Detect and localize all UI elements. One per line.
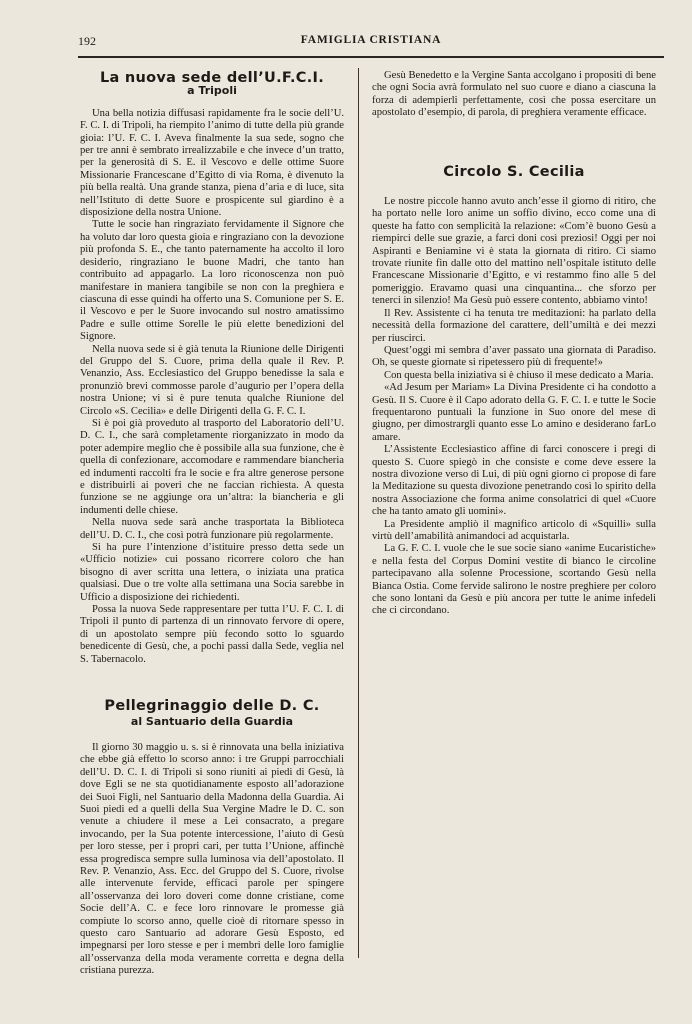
running-title: FAMIGLIA CRISTIANA [300, 34, 442, 46]
article3-paragraph: Le nostre piccole hanno avuto anch’esse il giorno di ritiro, che ha portato nelle loro anime un soffio divino, ecco come una di queste ha fatto con semplicità la relazione: «Com’è buono Gesù a riempirci delle sue grazie, a farci doni così preziosi! Oggi per noi Aspiranti e Beniamine vi è stata la giornata di ritiro. Ci siamo trovate riunite fin dalle otto del mattino nell’ospitale istituto delle Francescane Missionarie d’Egitto, e vi restammo fino alle 5 del pomeriggio. Eravamo quasi una cinquantina... che sforzo per tenerci in silenzio! Ma Gesù può essere contento, abbiamo vinto! [372, 196, 656, 307]
article1-paragraph: Nella nuova sede si è già tenuta la Riunione delle Dirigenti del Gruppo del S. Cuore, prima della quale il Rev. P. Venanzio, Ass. Ecclesiastico del Gruppo benedisse la sala e pronunziò brevi commosse parole d’augurio per l’opera della nostra Unione; vi si è pure tenuta qualche Riunione del Circolo «S. Cecilia» e delle Dirigenti della G. F. C. I. [80, 343, 344, 417]
article1-paragraph: Possa la nuova Sede rappresentare per tutta l’U. F. C. I. di Tripoli il punto di partenza di un rinnovato fervore di opere, di un apostolato sempre più fecondo sotto lo sguardo benedicente di Gesù, che, a pochi passi dalla Sede, veglia nel S. Tabernacolo. [80, 604, 344, 665]
column-divider [358, 68, 359, 958]
page-number: 192 [78, 34, 96, 48]
article3-paragraph: L’Assistente Ecclesiastico affine di farci conoscere i pregi di questo S. Cuore spiegò in che consiste e come deve essere la nostra divozione verso di Lui, di più ogni giorno ci propose di fare la Meditazione su questa divozione penetrando così lo spirito della nostra Associazione che forma anime consolatrici di quel «Cuore che ha tanto amato gli uomini». [372, 444, 656, 518]
left-column [80, 70, 344, 978]
article3-paragraph: «Ad Jesum per Mariam» La Divina Presidente ci ha condotto a Gesù. Il S. Cuore è il Capo adorato della G. F. C. I. e tutte le Socie frequentarono puntuali la funzione in Suo onore del mese di giugno, per dimostrargli quanto esse Lo amino e desiderano farLo amare. [372, 382, 656, 443]
article1-title: La nuova sede dell’U.F.C.I. [99, 70, 325, 86]
right-column [372, 70, 656, 618]
article2-paragraph: Gesù Benedetto e la Vergine Santa accolgano i propositi di bene che ogni Socia avrà formulato nel suo cuore e diano a ciascuna la forza di adempierli perfettamente, così che possa esercitare un apostolato d’esempio, di parola, di preghiera veramente efficace. [372, 70, 656, 119]
article3-paragraph: Il Rev. Assistente ci ha tenuta tre meditazioni: ha parlato della necessità della formazione del carattere, dell’umiltà e dei mezzi per riuscirci. [372, 307, 656, 344]
article2-subtitle: al Santuario della Guardia [130, 714, 294, 728]
article1-subtitle: a Tripoli [187, 84, 237, 98]
article1-paragraph: Si è poi già proveduto al trasporto del Laboratorio dell’U. D. C. I., che sarà completamente riorganizzato in modo da poter adempire meglio che è possibile alla sua funzione, che è quella di confezionare, accomodare e rammendare biancheria ed indumenti raccolti fra le socie e fra altre generose persone e distribuirli ai poveri che ne faccian richiesta. A questa funzione se ne aggiunge ora un’altra: la biancheria e gli indumenti delle chiese. [80, 417, 344, 516]
article1-paragraph: Nella nuova sede sarà anche trasportata la Biblioteca dell’U. D. C. I., che così potrà funzionare più regolarmente. [80, 517, 344, 541]
article3-paragraph: La Presidente ampliò il magnifico articolo di «Squilli» sulla virtù dell’amabilità animandoci ad acquistarla. [372, 518, 656, 542]
article3-title: Circolo S. Cecilia [443, 163, 585, 180]
article1-paragraph: Tutte le socie han ringraziato fervidamente il Signore che ha voluto dar loro questa gioia e ringraziano con la devozione più profonda S. E., che tanto paternamente ha accolto il loro desiderio, ringraziano le buone Madri, che tanto han contribuito ad appagarlo. La loro riconoscenza non può manifestare in maniera tangibile se non con la preghiera e ciascuna di esse quindi ha offerto una S. Comunione per S. E. il Vescovo e per le Suore invocando sul nostro amatissimo Padre e sulle ottime Sorelle le più elette benedizioni del Signore. [80, 219, 344, 343]
header-rule [78, 56, 664, 58]
article1-paragraph: Una bella notizia diffusasi rapidamente fra le socie dell’U. F. C. I. di Tripoli, ha riempito l’animo di tutte della più grande gioia: l’U. F. C. I. Aveva finalmente la sua sede, sogno che per tre anni è sembrato irrealizzabile e che invece d’un tratto, per la generosità di S. E. il Vescovo e delle ottime Suore Missionarie Francescane d’Egitto di via Roma, è divenuto la più bella realtà. Una grande stanza, piena d’aria e di luce, sita nell’Istituto di dette Suore e prospicente sul giardino è a disposizione della nostra Unione. [80, 107, 344, 219]
article3-paragraph: Con questa bella iniziativa si è chiuso il mese dedicato a Maria. [384, 369, 654, 381]
article1-paragraph: Si ha pure l’intenzione d’istituire presso detta sede un «Ufficio notizie» cui possano ricorrere coloro che han bisogno di aver scritta una lettera, o iniziata una pratica qualsiasi. Due o tre volte alla settimana una Socia sarebbe in Ufficio a disposizione dei richiedenti. [80, 542, 344, 603]
article2-paragraph: Il giorno 30 maggio u. s. si è rinnovata una bella iniziativa che ebbe già effetto lo scorso anno: i tre Gruppi parrocchiali dell’U. D. C. I. di Tripoli si sono riuniti ai piedi di Gesù, là dove Egli se ne sta quotidianamente esposto all’adorazione dei Suoi Figli, nel Santuario della Madonna della Guardia. Ai Suoi piedi ed a quelli della Sua Vergine Madre le D. C. son venute a chiudere il mese a Lei consacrato, a pregare invocando, per la Sua potente intercessione, l’aiuto di Gesù per loro stesse, per i propri cari, per tutta l’Unione, affinchè essa progredisca sempre sulla luminosa via dell’apostolato. Il Rev. P. Venanzio, Ass. Ecc. del Gruppo del S. Cuore, rivolse alle intervenute fervide, efficaci parole per spingere all’osservanza dei loro doveri come donne cristiane, come Socie dell’A. C. e fece loro rinnovare le promesse già compiute lo scorso anno, quelle cioè di ritornare spesso in questo caro Santuario ad adorare Gesù Esposto, ed impegnarsi per loro stesse e per i membri delle loro famiglie all’osservanza della moda veramente corretta e degna della cristiana purezza. [80, 741, 344, 977]
article3-paragraph: La G. F. C. I. vuole che le sue socie siano «anime Eucaristiche» e nella festa del Corpus Domini vestite di bianco le circoline partecipavano alla solenne Processione, scortando Gesù nella Bianca Ostia. Come fervide salirono le nostre preghiere per coloro che sono lontani da Gesù e più ancora per tutte le anime infedeli che ci circondano. [372, 543, 656, 617]
article3-paragraph: Quest’oggi mi sembra d’aver passato una giornata di Paradiso. Oh, se queste giornate si ripetessero più di frequente!» [372, 344, 656, 369]
page-header [78, 34, 664, 52]
article2-title: Pellegrinaggio delle D. C. [104, 698, 320, 715]
